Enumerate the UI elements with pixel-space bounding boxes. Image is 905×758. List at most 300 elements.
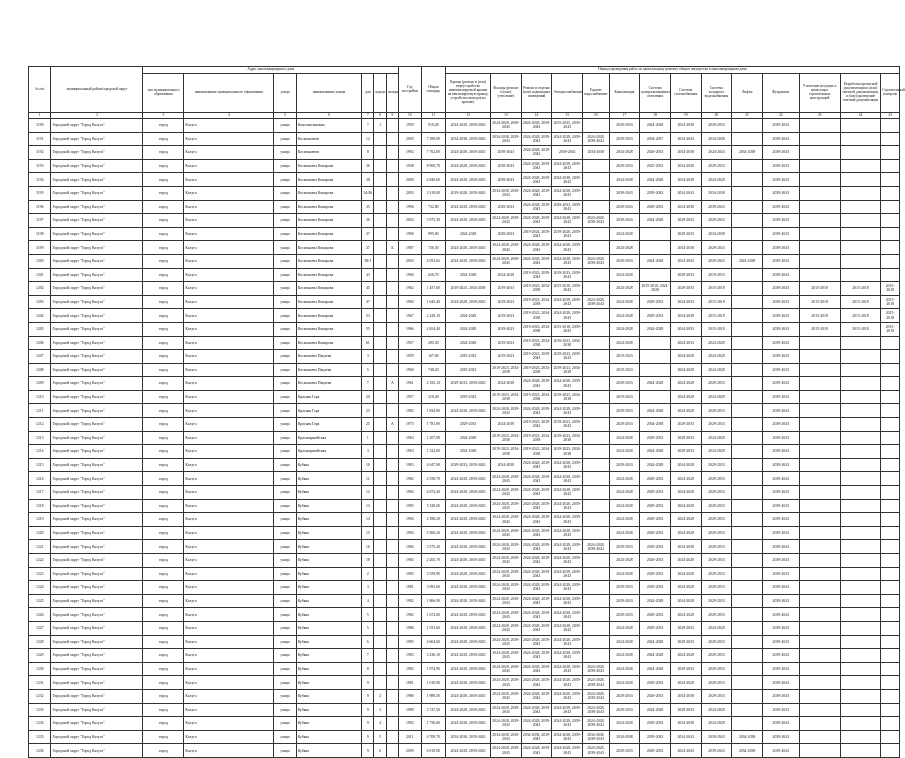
table-cell: 1982	[399, 472, 421, 486]
table-cell: 2024-2028, 2039-2043	[446, 703, 491, 717]
table-cell: 2024-2028, 2039-2043	[521, 241, 552, 255]
table-cell: улица	[274, 119, 296, 133]
table-cell: город	[143, 567, 184, 581]
table-cell: 2029-2033	[640, 499, 671, 513]
table-cell: 2039-2043	[762, 200, 799, 214]
table-cell: город	[143, 594, 184, 608]
table-cell: 1960	[399, 268, 421, 282]
table-cell: Кубяка	[296, 621, 361, 635]
table-cell: 2024-2028, 2039-2043	[446, 649, 491, 663]
table-cell: 25	[362, 418, 374, 432]
table-cell: город	[143, 554, 184, 568]
table-cell: Городской округ "Город Калуга"	[51, 499, 143, 513]
table-cell: 2019-2023, 2039-2043	[521, 350, 552, 364]
col-header-5: улица	[274, 74, 296, 113]
table-cell: 2024-2028	[609, 717, 640, 731]
table-cell: 1207	[29, 350, 51, 364]
table-cell: 2024-2028	[640, 254, 671, 268]
table-cell: 2029-2033	[670, 445, 701, 459]
table-cell	[374, 676, 386, 690]
table-cell: 1215	[29, 458, 51, 472]
table-cell: 2015-2018	[701, 295, 732, 309]
table-cell	[732, 173, 763, 187]
table-cell: 2024-2028	[640, 635, 671, 649]
table-row	[29, 567, 900, 581]
table-cell: 1962	[399, 282, 421, 296]
table-cell: 2029-2033, 2039-2043	[446, 377, 491, 391]
table-cell: улица	[274, 322, 296, 336]
table-cell: 2034-2038, 2039-2043	[491, 730, 522, 744]
table-cell: 2024-2028	[701, 445, 732, 459]
table-cell: 2024-2028, 2039-2043	[491, 689, 522, 703]
table-cell: 1196	[29, 200, 51, 214]
table-cell: 2024-2028	[670, 649, 701, 663]
table-cell: Городской округ "Город Калуга"	[51, 254, 143, 268]
table-cell	[881, 159, 900, 173]
table-cell: Городской округ "Город Калуга"	[51, 132, 143, 146]
table-cell: 2029-2033	[609, 581, 640, 595]
table-cell: Космонавта Комарова	[296, 254, 361, 268]
table-cell: 2029-2033, 2039-2043	[446, 458, 491, 472]
table-cell	[881, 214, 900, 228]
table-cell	[374, 173, 386, 187]
table-cell: 4	[362, 594, 374, 608]
table-cell	[840, 119, 881, 133]
table-cell	[583, 350, 610, 364]
table-cell: 2024-2028	[609, 662, 640, 676]
table-cell: город	[143, 649, 184, 663]
table-cell: 2039-2043	[762, 350, 799, 364]
table-cell	[881, 499, 900, 513]
table-cell: Городской округ "Город Калуга"	[51, 662, 143, 676]
table-cell: 2029-2033	[446, 418, 491, 432]
table-cell: Кубяка	[296, 581, 361, 595]
table-cell: город	[143, 744, 184, 758]
table-cell: 2019-2023, 2034-2038	[521, 336, 552, 350]
table-cell: 2039-2043	[762, 390, 799, 404]
table-cell	[881, 540, 900, 554]
table-cell: Калуга	[184, 146, 274, 160]
table-cell: 2025-2033	[640, 159, 671, 173]
table-cell	[374, 350, 386, 364]
col-header-13: Фасады (ремонт и (или) утепление)	[491, 74, 522, 113]
table-cell	[374, 608, 386, 622]
table-cell	[583, 390, 610, 404]
table-cell: 2029-2033	[640, 526, 671, 540]
table-cell: город	[143, 608, 184, 622]
table-cell	[386, 309, 398, 323]
table-cell	[374, 377, 386, 391]
table-cell	[840, 390, 881, 404]
table-cell	[799, 336, 840, 350]
table-cell: 2029-2033	[609, 594, 640, 608]
column-number: 5	[274, 113, 296, 119]
table-cell	[583, 526, 610, 540]
table-cell: 2024-2028, 2039-2043	[446, 295, 491, 309]
table-cell: 2029-2033	[640, 200, 671, 214]
table-cell	[840, 730, 881, 744]
table-cell	[799, 730, 840, 744]
table-row	[29, 132, 900, 146]
table-cell: 2024-2028, 2039-2043	[521, 186, 552, 200]
table-cell: улица	[274, 186, 296, 200]
table-cell: 10	[362, 458, 374, 472]
table-cell: улица	[274, 499, 296, 513]
table-cell	[799, 390, 840, 404]
table-cell	[583, 363, 610, 377]
table-cell: 2019-2033	[701, 268, 732, 282]
table-cell	[386, 254, 398, 268]
table-cell	[840, 404, 881, 418]
table-cell: 2019-2023, 2034-2038	[521, 431, 552, 445]
table-cell: 2024-2028	[609, 676, 640, 690]
table-cell	[840, 662, 881, 676]
table-cell: 2015-2018, 2039-2043	[552, 282, 583, 296]
table-cell: улица	[274, 254, 296, 268]
table-cell	[881, 513, 900, 527]
table-cell: 2024-2033	[670, 322, 701, 336]
table-cell: Городской округ "Город Калуга"	[51, 581, 143, 595]
table-cell	[799, 241, 840, 255]
table-cell: 5	[362, 621, 374, 635]
table-cell	[799, 404, 840, 418]
table-row	[29, 336, 900, 350]
col-header-3: тип муниципального образования	[143, 74, 184, 113]
table-cell	[881, 458, 900, 472]
table-cell	[374, 390, 386, 404]
table-cell: 2015-2018	[840, 295, 881, 309]
table-cell: 1 522,00	[421, 445, 446, 459]
table-cell: 2024-2028	[609, 567, 640, 581]
table-cell: город	[143, 132, 184, 146]
table-cell: город	[143, 254, 184, 268]
table-cell: Калуга	[184, 486, 274, 500]
table-cell	[386, 744, 398, 758]
table-cell: 2029-2033	[701, 635, 732, 649]
table-cell: город	[143, 513, 184, 527]
table-cell: 2029-2033	[701, 608, 732, 622]
table-cell: Калуга	[184, 635, 274, 649]
table-cell: 2024-2028	[446, 309, 491, 323]
table-cell: 2024-2028	[670, 486, 701, 500]
table-cell: 2015-2018, 2039-2043	[552, 322, 583, 336]
table-cell	[386, 486, 398, 500]
table-cell: 2024-2028, 2039-2043	[446, 119, 491, 133]
table-cell	[881, 227, 900, 241]
table-cell: 2024-2028, 2039-2043	[491, 526, 522, 540]
table-cell: 2 398,20	[421, 513, 446, 527]
col-header-17: Канализация	[609, 74, 640, 113]
table-cell: 16	[362, 540, 374, 554]
table-cell: 2029-2033	[701, 526, 732, 540]
table-cell: 2015-2018	[799, 282, 840, 296]
table-cell: 1959	[399, 350, 421, 364]
table-cell: 2029-2033	[670, 703, 701, 717]
table-row	[29, 635, 900, 649]
table-cell: город	[143, 309, 184, 323]
table-cell: город	[143, 295, 184, 309]
table-cell: 1960	[399, 363, 421, 377]
column-number: 15	[552, 113, 583, 119]
table-cell: Городской округ "Город Калуга"	[51, 390, 143, 404]
table-cell	[374, 540, 386, 554]
table-cell	[840, 540, 881, 554]
table-cell	[840, 445, 881, 459]
table-cell	[840, 744, 881, 758]
column-number: 17	[609, 113, 640, 119]
table-cell: 4	[374, 717, 386, 731]
table-cell: город	[143, 322, 184, 336]
table-cell: 1198	[29, 227, 51, 241]
table-cell: 2024-2028	[640, 458, 671, 472]
table-cell	[732, 486, 763, 500]
table-cell	[374, 214, 386, 228]
table-cell: Городской округ "Город Калуга"	[51, 241, 143, 255]
table-cell: 1218	[29, 499, 51, 513]
table-cell: 2029-2033	[640, 472, 671, 486]
table-cell: 2019-2023	[446, 350, 491, 364]
table-cell: улица	[274, 200, 296, 214]
table-row	[29, 227, 900, 241]
table-cell	[799, 132, 840, 146]
table-cell: 1229	[29, 649, 51, 663]
table-cell: 2039-2043	[762, 241, 799, 255]
col-header-20: Система холодного водоснабжения	[701, 74, 732, 113]
col-header-11: Общая площадь	[421, 67, 446, 113]
table-cell: 2024-2028	[670, 377, 701, 391]
table-cell: 2029-2033	[701, 458, 732, 472]
table-cell: 2029-2033	[640, 309, 671, 323]
column-number: 14	[521, 113, 552, 119]
table-row	[29, 119, 900, 133]
table-cell: улица	[274, 717, 296, 731]
table-cell: 2039-2043	[609, 214, 640, 228]
table-cell: Калуга	[184, 662, 274, 676]
table-cell: Красноармейская	[296, 431, 361, 445]
col-header-4: наименование муниципального образования	[184, 74, 274, 113]
table-cell: 1963	[399, 431, 421, 445]
table-cell	[881, 119, 900, 133]
table-cell: 2024-2028	[640, 119, 671, 133]
table-row	[29, 322, 900, 336]
table-cell: 2019-2023, 2034-2038	[552, 336, 583, 350]
table-cell: 25	[362, 404, 374, 418]
table-cell	[386, 662, 398, 676]
table-cell: 2034-2043	[670, 186, 701, 200]
table-cell: 1236	[29, 744, 51, 758]
table-cell	[840, 146, 881, 160]
table-cell	[374, 458, 386, 472]
table-cell	[583, 159, 610, 173]
table-cell: 2024-2028	[670, 594, 701, 608]
table-cell: город	[143, 268, 184, 282]
table-row	[29, 499, 900, 513]
table-cell	[386, 404, 398, 418]
table-cell: 1982	[399, 608, 421, 622]
table-cell: 1211	[29, 404, 51, 418]
table-cell: 1226	[29, 608, 51, 622]
table-cell: 1982	[399, 594, 421, 608]
table-cell: 1984	[399, 295, 421, 309]
table-cell: 2039-2043	[762, 404, 799, 418]
column-number: 16	[583, 113, 610, 119]
table-cell: 2024-2028, 2039-2043	[521, 689, 552, 703]
table-cell	[386, 119, 398, 133]
table-cell: улица	[274, 649, 296, 663]
table-cell: Калуга	[184, 431, 274, 445]
table-cell	[386, 594, 398, 608]
table-cell	[374, 241, 386, 255]
table-cell: 2024-2028	[701, 350, 732, 364]
table-cell: 2024-2028, 2039-2043	[446, 159, 491, 173]
table-cell: 1233	[29, 703, 51, 717]
table-cell: 2024-2028	[609, 268, 640, 282]
table-cell: 2034-2037	[640, 132, 671, 146]
table-cell: 2024-2028, 2039-2043	[521, 540, 552, 554]
table-cell	[732, 526, 763, 540]
table-cell: 1221	[29, 540, 51, 554]
table-cell	[799, 363, 840, 377]
table-cell	[799, 254, 840, 268]
col-header-25: Строительный контроль	[881, 74, 900, 113]
table-cell: Кубяка	[296, 649, 361, 663]
table-cell: Городской округ "Город Калуга"	[51, 621, 143, 635]
table-cell	[386, 146, 398, 160]
table-cell: 2024-2028, 2039-2043	[446, 594, 491, 608]
table-cell	[799, 554, 840, 568]
table-cell: город	[143, 635, 184, 649]
table-cell: 1963	[399, 445, 421, 459]
table-cell: 2019-2023	[609, 390, 640, 404]
table-cell	[374, 486, 386, 500]
table-cell	[799, 445, 840, 459]
table-cell: 2029-2033	[609, 159, 640, 173]
table-cell: 2034-2038	[670, 173, 701, 187]
table-cell: Кубяка	[296, 717, 361, 731]
col-header-1: № п/п	[29, 67, 51, 113]
table-cell: Городской округ "Город Калуга"	[51, 744, 143, 758]
table-cell: улица	[274, 132, 296, 146]
table-cell	[374, 594, 386, 608]
table-cell: Кубяка	[296, 676, 361, 690]
table-cell	[640, 390, 671, 404]
table-cell	[840, 513, 881, 527]
table-cell: 2024-2028	[670, 472, 701, 486]
table-cell	[840, 581, 881, 595]
table-cell: 2002	[399, 214, 421, 228]
table-cell: 2011	[399, 730, 421, 744]
table-cell: Калуга	[184, 363, 274, 377]
table-cell: 1 866,90	[421, 594, 446, 608]
table-cell: 2024-2028, 2039-2043	[521, 581, 552, 595]
table-cell: улица	[274, 458, 296, 472]
table-cell	[732, 689, 763, 703]
table-cell: 2024-2028	[640, 377, 671, 391]
table-cell: 2034-2038	[670, 717, 701, 731]
table-cell: город	[143, 159, 184, 173]
table-cell	[881, 730, 900, 744]
table-cell: 2024-2028, 2039-2043	[552, 241, 583, 255]
table-cell	[386, 390, 398, 404]
table-cell: 2015-2018	[701, 309, 732, 323]
table-cell: 3 575,20	[421, 540, 446, 554]
table-cell: Городской округ "Город Калуга"	[51, 676, 143, 690]
table-cell	[840, 132, 881, 146]
table-cell	[799, 214, 840, 228]
table-cell: 2029-2043	[609, 200, 640, 214]
table-cell: 1992	[399, 717, 421, 731]
table-cell: 2024-2028, 2039-2043	[446, 554, 491, 568]
table-cell	[732, 268, 763, 282]
table-cell: 2024-2028, 2039-2043	[446, 717, 491, 731]
table-cell: 2019-2023	[491, 336, 522, 350]
table-cell: 2024-2028, 2039-2043	[491, 404, 522, 418]
table-cell: 2029-2043	[701, 254, 732, 268]
table-cell: улица	[274, 635, 296, 649]
table-cell	[732, 200, 763, 214]
table-cell: 2024-2038	[491, 377, 522, 391]
table-cell	[583, 635, 610, 649]
table-cell: город	[143, 526, 184, 540]
table-cell: Космонавта Комарова	[296, 336, 361, 350]
table-cell: 1981	[399, 581, 421, 595]
table-cell: 2024-2028, 2039-2043	[521, 404, 552, 418]
table-cell: 2024-2028, 2039-2043	[521, 472, 552, 486]
table-cell: город	[143, 241, 184, 255]
table-cell: 2029-2033	[609, 119, 640, 133]
table-cell	[583, 282, 610, 296]
table-cell: 2024-2028, 2039-2043	[521, 513, 552, 527]
table-cell: 2024-2028, 2039-2043	[521, 554, 552, 568]
table-cell: 1996	[399, 200, 421, 214]
table-cell: 4 604,60	[421, 635, 446, 649]
table-cell: 2024-2028, 2039-2043	[583, 744, 610, 758]
table-cell	[640, 241, 671, 255]
table-cell: 2024-2028	[640, 594, 671, 608]
table-cell: улица	[274, 295, 296, 309]
table-cell: 2024-2028, 2039-2043	[521, 649, 552, 663]
table-cell	[881, 241, 900, 255]
table-cell: Городской округ "Город Калуга"	[51, 404, 143, 418]
table-cell	[374, 254, 386, 268]
table-cell: Калуга	[184, 526, 274, 540]
table-cell: 2024-2028, 2039-2043	[491, 608, 522, 622]
table-cell: улица	[274, 241, 296, 255]
table-cell: Космонавта Комарова	[296, 268, 361, 282]
table-cell	[732, 554, 763, 568]
table-cell	[840, 458, 881, 472]
column-number: 3	[143, 113, 184, 119]
table-row	[29, 703, 900, 717]
table-cell	[881, 662, 900, 676]
table-cell	[881, 486, 900, 500]
table-cell: улица	[274, 513, 296, 527]
table-cell: 2024-2028, 2039-2043	[552, 703, 583, 717]
table-cell: город	[143, 621, 184, 635]
table-cell: 1231	[29, 676, 51, 690]
table-cell: Космонавта Комарова	[296, 295, 361, 309]
table-cell: Кубяка	[296, 608, 361, 622]
table-cell: 1202	[29, 282, 51, 296]
table-cell: Городской округ "Город Калуга"	[51, 350, 143, 364]
table-cell	[386, 608, 398, 622]
table-cell: 2039-2043	[762, 676, 799, 690]
table-cell: 1 207,90	[421, 431, 446, 445]
table-cell: 1 974,90	[421, 662, 446, 676]
table-cell: 12	[362, 132, 374, 146]
table-cell	[799, 458, 840, 472]
table-cell: улица	[274, 526, 296, 540]
